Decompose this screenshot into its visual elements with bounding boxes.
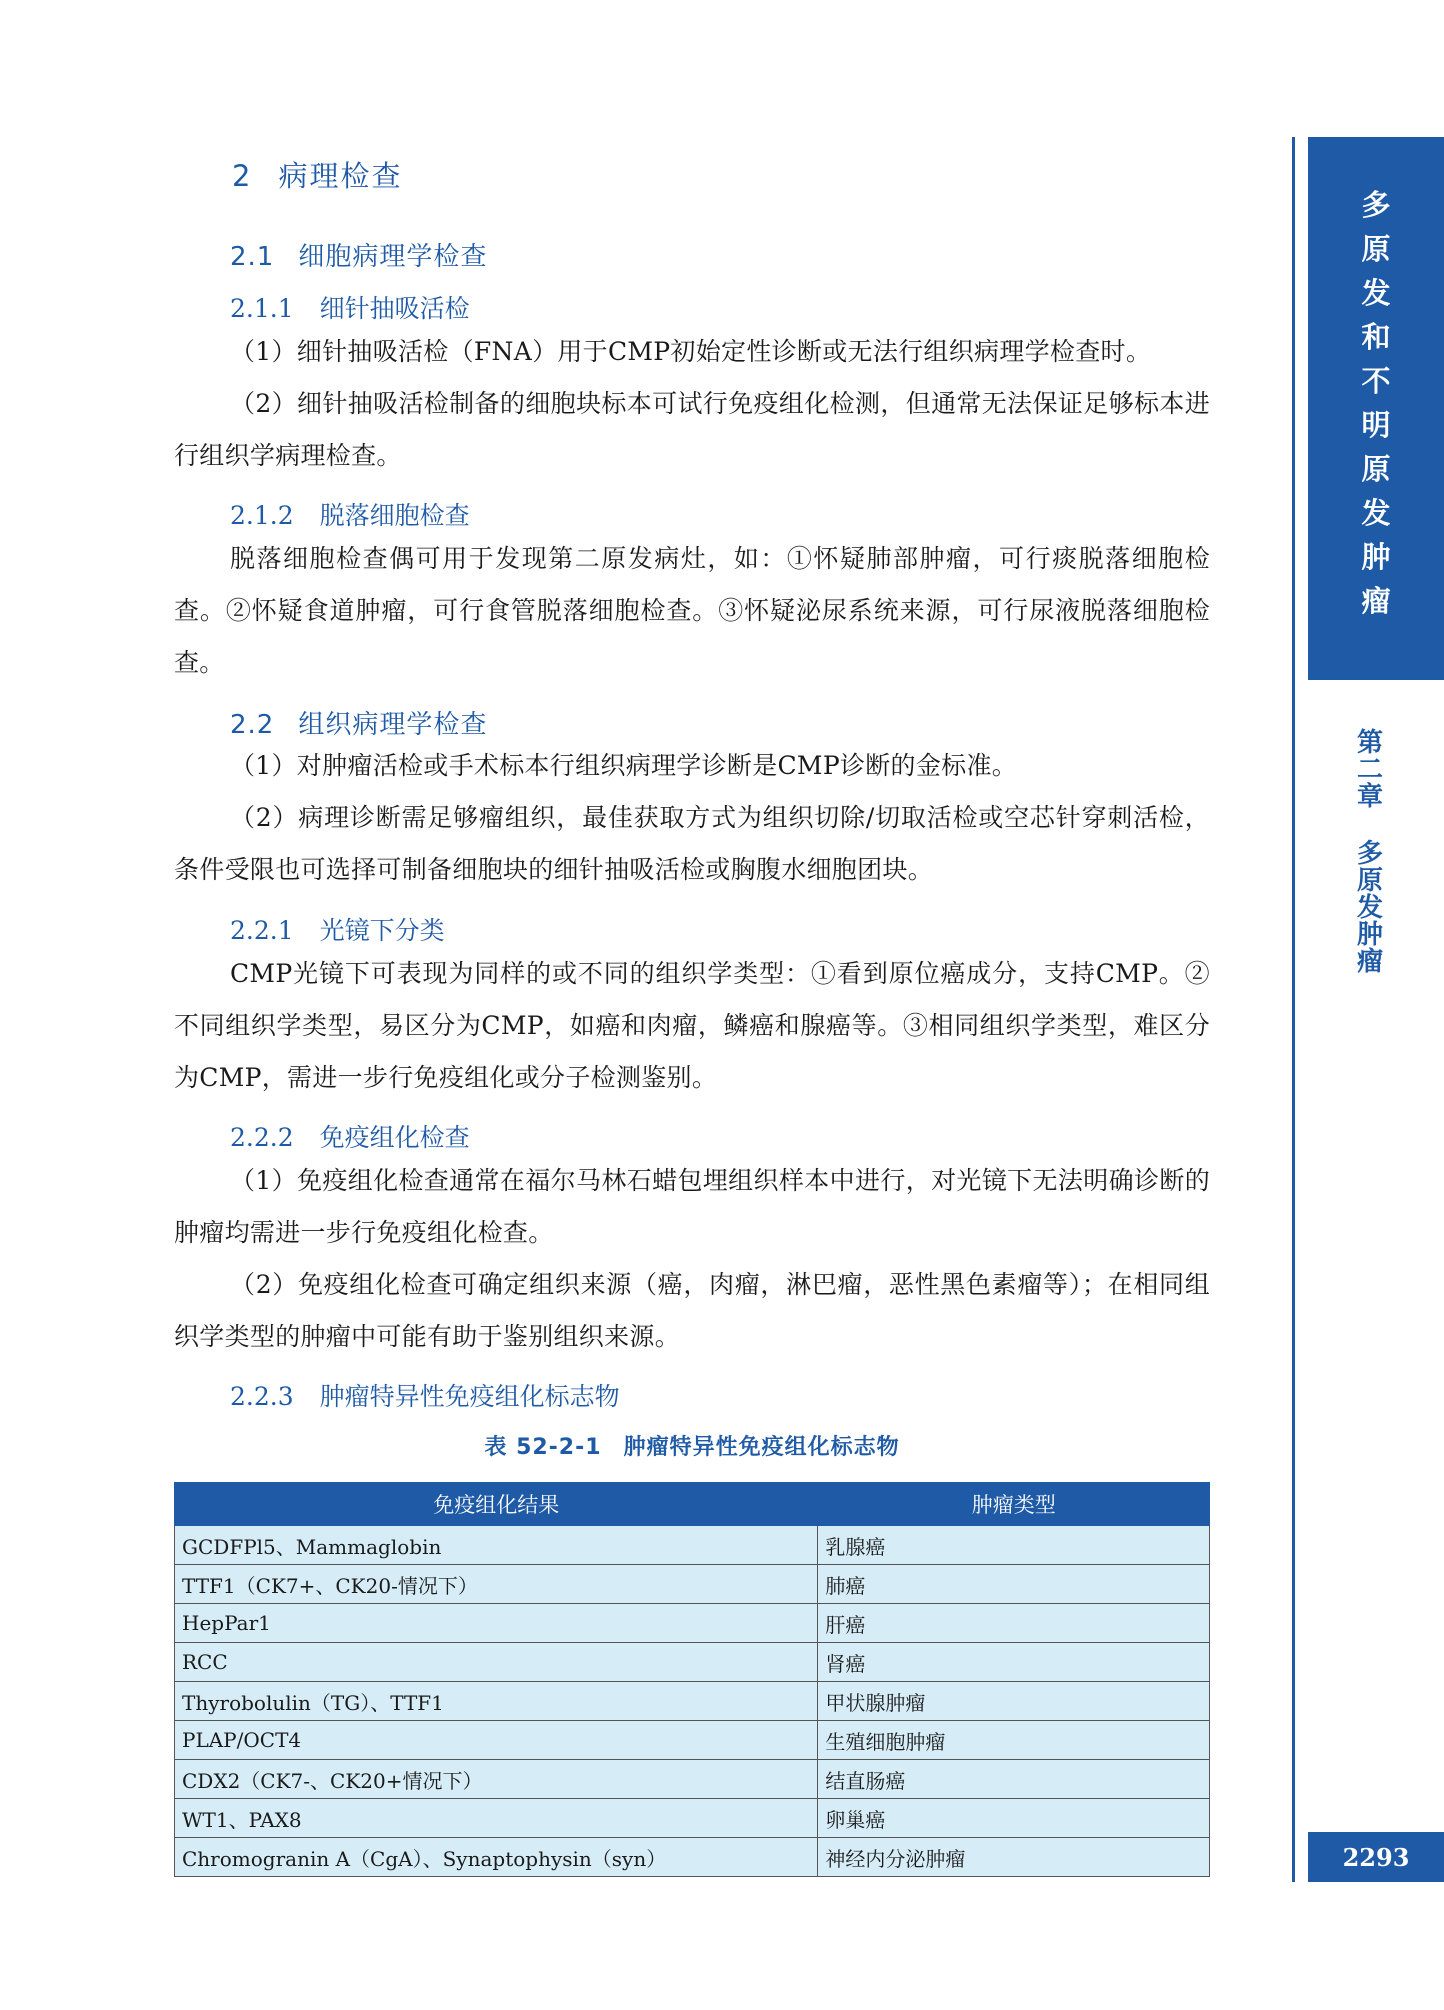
chapter-title-char: 多 [1356, 839, 1383, 869]
column-header: 免疫组化结果 [175, 1483, 818, 1526]
book-title-char: 发 [1361, 276, 1391, 310]
table-cell: GCDFPl5、Mammaglobin [175, 1526, 818, 1565]
table-cell: 乳腺癌 [818, 1526, 1210, 1565]
chapter-char: 二 [1356, 755, 1383, 785]
table-row [175, 1604, 1210, 1643]
table-cell: PLAP/OCT4 [175, 1721, 818, 1760]
chapter-title-char: 发 [1356, 893, 1383, 923]
heading-title: 免疫组化检查 [319, 1123, 470, 1152]
heading-2-2-3 [230, 1377, 620, 1413]
book-title-char: 多 [1361, 188, 1391, 222]
table-caption [174, 1430, 1210, 1461]
heading-number: 2.1 [230, 242, 275, 272]
heading-title: 肿瘤特异性免疫组化标志物 [319, 1382, 620, 1411]
table-header-row [175, 1483, 1210, 1526]
heading-number: 2.1.2 [230, 501, 294, 530]
chapter-title-char: 原 [1356, 866, 1383, 896]
table-row [175, 1760, 1210, 1799]
heading-2-1 [230, 236, 487, 273]
heading-title: 光镜下分类 [319, 916, 445, 945]
book-title-tab [1308, 137, 1444, 680]
section-heading [232, 154, 402, 195]
paragraph: （2）细针抽吸活检制备的细胞块标本可试行免疫组化检测，但通常无法保证足够标本进行组织学病理检查。 [174, 389, 1210, 470]
marker-table [174, 1482, 1210, 1877]
table-row [175, 1838, 1210, 1877]
table-cell: RCC [175, 1643, 818, 1682]
paragraph: （2）免疫组化检查可确定组织来源（癌，肉瘤，淋巴瘤，恶性黑色素瘤等）；在相同组织学类型的肿瘤中可能有助于鉴别组织来源。 [174, 1270, 1210, 1351]
table-row [175, 1526, 1210, 1565]
paragraph: （1）免疫组化检查通常在福尔马林石蜡包埋组织样本中进行，对光镜下无法明确诊断的肿瘤均需进一步行免疫组化检查。 [174, 1166, 1210, 1247]
heading-number: 2.2.2 [230, 1123, 294, 1152]
chapter-label [1350, 730, 1390, 976]
table-row [175, 1565, 1210, 1604]
book-title-char: 不 [1361, 364, 1391, 398]
paragraph: （1）细针抽吸活检（FNA）用于CMP初始定性诊断或无法行组织病理学检查时。 [230, 337, 1152, 366]
table-cell: HepPar1 [175, 1604, 818, 1643]
table-cell: 肝癌 [818, 1604, 1210, 1643]
table-caption-title: 肿瘤特异性免疫组化标志物 [623, 1435, 900, 1460]
table-cell: WT1、PAX8 [175, 1799, 818, 1838]
heading-number: 2.1.1 [230, 294, 294, 323]
heading-title: 组织病理学检查 [298, 710, 488, 740]
heading-2-2-1 [230, 911, 445, 947]
heading-number: 2.2 [230, 710, 275, 740]
table-cell: 生殖细胞肿瘤 [818, 1721, 1210, 1760]
table-row [175, 1682, 1210, 1721]
table-cell: 甲状腺肿瘤 [818, 1682, 1210, 1721]
heading-2-2 [230, 704, 487, 741]
paragraph: （1）对肿瘤活检或手术标本行组织病理学诊断是CMP诊断的金标准。 [230, 751, 1018, 780]
heading-number: 2.2.3 [230, 1382, 294, 1411]
table-cell: 肺癌 [818, 1565, 1210, 1604]
table-cell: CDX2（CK7-、CK20+情况下） [175, 1760, 818, 1799]
heading-title: 脱落细胞检查 [319, 501, 470, 530]
section-title: 病理检查 [278, 159, 403, 193]
table-cell: TTF1（CK7+、CK20-情况下） [175, 1565, 818, 1604]
table-cell: Thyrobolulin（TG）、TTF1 [175, 1682, 818, 1721]
heading-title: 细针抽吸活检 [319, 294, 470, 323]
table-row [175, 1721, 1210, 1760]
chapter-title-char: 肿 [1356, 920, 1383, 950]
table-cell: 神经内分泌肿瘤 [818, 1838, 1210, 1877]
heading-2-2-2 [230, 1118, 470, 1154]
book-title-char: 发 [1361, 496, 1391, 530]
paragraph: 脱落细胞检查偶可用于发现第二原发病灶，如：①怀疑肺部肿瘤，可行痰脱落细胞检查。②怀疑食道肿瘤，可行食管脱落细胞检查。③怀疑泌尿系统来源，可行尿液脱落细胞检查。 [174, 544, 1210, 677]
book-title-char: 原 [1361, 452, 1391, 486]
book-title-char: 瘤 [1361, 584, 1391, 618]
table-cell: 肾癌 [818, 1643, 1210, 1682]
heading-title: 细胞病理学检查 [298, 242, 488, 272]
book-title-char: 明 [1361, 408, 1391, 442]
heading-2-1-2 [230, 496, 470, 532]
page-number: 2293 [1308, 1832, 1444, 1882]
margin-divider-line [1292, 137, 1295, 1882]
table-cell: Chromogranin A（CgA）、Synaptophysin（syn） [175, 1838, 818, 1877]
section-number: 2 [232, 159, 253, 193]
table-row [175, 1643, 1210, 1682]
column-header: 肿瘤类型 [818, 1483, 1210, 1526]
paragraph: CMP光镜下可表现为同样的或不同的组织学类型：①看到原位癌成分，支持CMP。②不同组织学类型，易区分为CMP，如癌和肉瘤，鳞癌和腺癌等。③相同组织学类型，难区分为CMP，需进一步行免疫组化或分子检测鉴别。 [174, 959, 1210, 1092]
chapter-title-char: 瘤 [1356, 947, 1383, 977]
chapter-char: 第 [1356, 728, 1383, 758]
table-cell: 结直肠癌 [818, 1760, 1210, 1799]
book-title-char: 原 [1361, 232, 1391, 266]
chapter-char: 章 [1356, 782, 1383, 812]
heading-2-1-1 [230, 289, 470, 325]
heading-number: 2.2.1 [230, 916, 294, 945]
paragraph: （2）病理诊断需足够瘤组织，最佳获取方式为组织切除/切取活检或空芯针穿刺活检，条件受限也可选择可制备细胞块的细针抽吸活检或胸腹水细胞团块。 [174, 803, 1210, 884]
book-title-char: 肿 [1361, 540, 1391, 574]
table-caption-number: 表 52-2-1 [484, 1435, 602, 1460]
table-cell: 卵巢癌 [818, 1799, 1210, 1838]
book-title-char: 和 [1361, 320, 1391, 354]
table-row [175, 1799, 1210, 1838]
